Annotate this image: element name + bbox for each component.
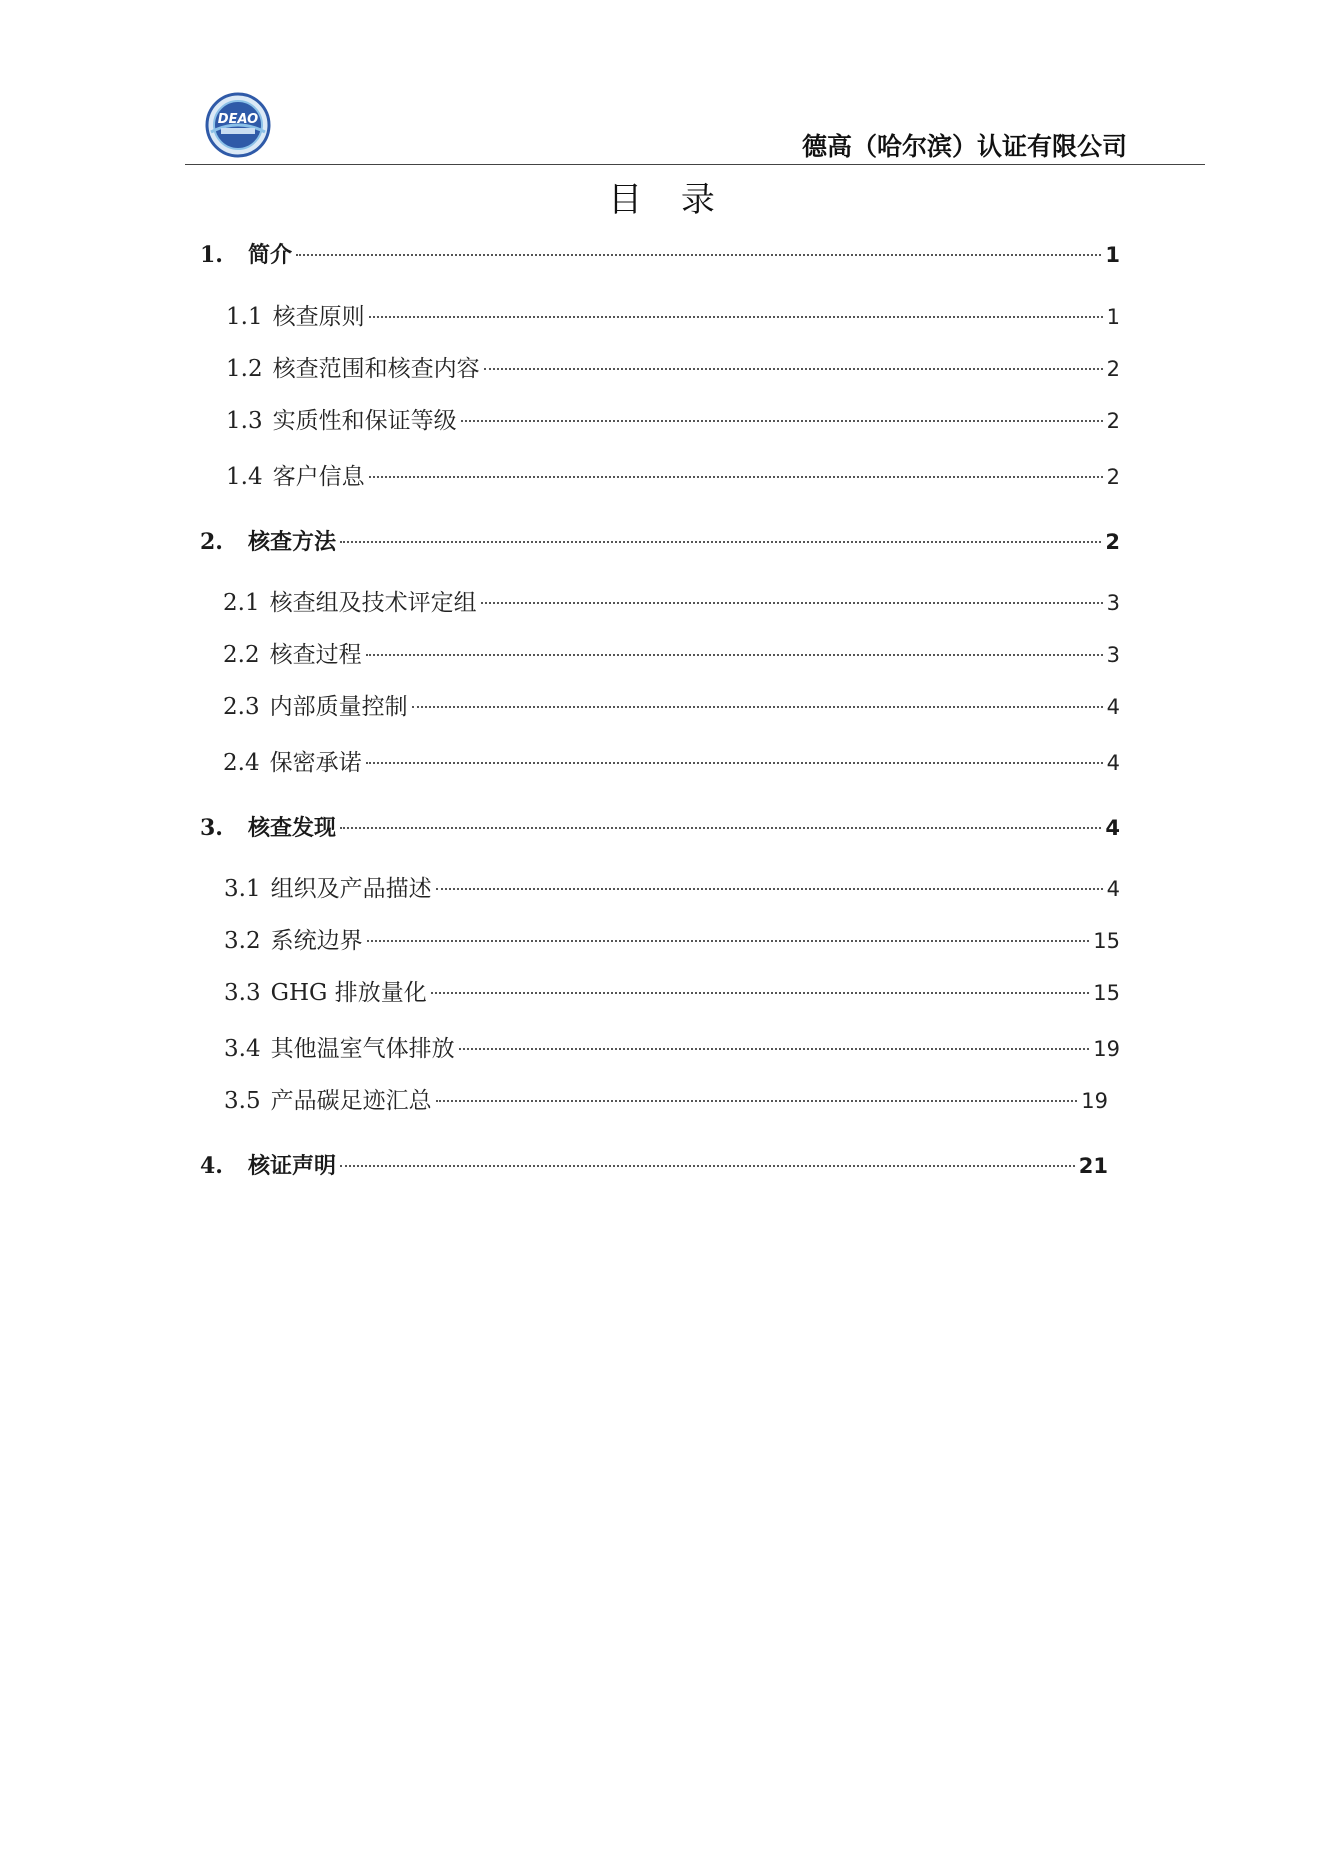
dot-leader xyxy=(340,1165,1075,1167)
dot-leader xyxy=(340,541,1101,543)
dot-leader xyxy=(481,602,1103,604)
toc-label: 客户信息 xyxy=(272,464,365,490)
dot-leader xyxy=(296,254,1101,256)
toc-entry-1-4[interactable] xyxy=(226,459,1120,495)
toc-entry-3[interactable] xyxy=(200,810,1120,846)
toc-entry-2-1[interactable] xyxy=(223,585,1120,621)
toc-entry-2[interactable] xyxy=(200,524,1120,560)
dot-leader xyxy=(484,368,1103,370)
toc-number: 2. xyxy=(200,529,223,555)
toc-page: 21 xyxy=(1078,1154,1108,1178)
toc-entry-4[interactable] xyxy=(200,1148,1108,1184)
logo-text: DEAO xyxy=(217,112,259,127)
toc-label: 保密承诺 xyxy=(269,750,362,776)
toc-number: 1.4 xyxy=(226,464,263,490)
toc-page: 1 xyxy=(1105,243,1120,267)
dot-leader xyxy=(436,888,1103,890)
dot-leader xyxy=(436,1100,1078,1102)
toc-entry-1[interactable] xyxy=(200,237,1120,273)
toc-label: GHG 排放量化 xyxy=(270,980,427,1006)
dot-leader xyxy=(367,940,1090,942)
toc-number: 1. xyxy=(200,242,223,268)
toc-entry-3-3[interactable] xyxy=(224,975,1120,1011)
toc-page: 19 xyxy=(1081,1089,1108,1113)
toc-entry-1-1[interactable] xyxy=(226,299,1120,335)
toc-number: 3. xyxy=(200,815,223,841)
toc-page: 4 xyxy=(1105,816,1120,840)
toc-label: 核查方法 xyxy=(248,530,337,555)
toc-number: 2.1 xyxy=(223,590,260,616)
toc-page: 2 xyxy=(1105,530,1120,554)
toc-number: 3.3 xyxy=(224,980,261,1006)
dot-leader xyxy=(366,762,1103,764)
dot-leader xyxy=(369,476,1103,478)
toc-page: 1 xyxy=(1106,305,1120,329)
toc-label: 实质性和保证等级 xyxy=(272,408,457,434)
toc-number: 2.4 xyxy=(223,750,260,776)
toc-entry-3-4[interactable] xyxy=(224,1031,1120,1067)
toc-label: 产品碳足迹汇总 xyxy=(270,1088,432,1114)
toc-label: 核查发现 xyxy=(248,816,337,841)
dot-leader xyxy=(340,827,1101,829)
toc-label: 核查过程 xyxy=(269,642,362,668)
dot-leader xyxy=(431,992,1090,994)
toc-page: 2 xyxy=(1106,357,1120,381)
toc-entry-3-1[interactable] xyxy=(224,871,1120,907)
toc-entry-2-4[interactable] xyxy=(223,745,1120,781)
toc-page: 4 xyxy=(1106,877,1120,901)
toc-label: 核查组及技术评定组 xyxy=(269,590,477,616)
toc-number: 2.2 xyxy=(223,642,260,668)
toc-page: 2 xyxy=(1106,465,1120,489)
toc-page: 4 xyxy=(1106,751,1120,775)
toc-entry-2-2[interactable] xyxy=(223,637,1120,673)
toc-entry-3-5[interactable] xyxy=(224,1083,1108,1119)
toc-entry-2-3[interactable] xyxy=(223,689,1120,725)
toc-number: 4. xyxy=(200,1153,223,1179)
toc-number: 3.5 xyxy=(224,1088,261,1114)
toc-label: 系统边界 xyxy=(270,928,363,954)
dot-leader xyxy=(461,420,1103,422)
toc-number: 1.1 xyxy=(226,304,263,330)
toc-page: 15 xyxy=(1093,929,1120,953)
toc-entry-1-3[interactable] xyxy=(226,403,1120,439)
toc-number: 1.2 xyxy=(226,356,263,382)
toc-label: 内部质量控制 xyxy=(269,694,408,720)
toc-entry-3-2[interactable] xyxy=(224,923,1120,959)
toc-number: 3.2 xyxy=(224,928,261,954)
toc-page: 3 xyxy=(1106,591,1120,615)
toc-label: 核证声明 xyxy=(248,1154,337,1179)
toc-number: 1.3 xyxy=(226,408,263,434)
dot-leader xyxy=(459,1048,1090,1050)
toc-label: 核查原则 xyxy=(272,304,365,330)
dot-leader xyxy=(412,706,1103,708)
toc-number: 3.4 xyxy=(224,1036,261,1062)
toc-page: 3 xyxy=(1106,643,1120,667)
company-name: 德高（哈尔滨）认证有限公司 xyxy=(801,132,1127,161)
toc-page: 2 xyxy=(1106,409,1120,433)
dot-leader xyxy=(366,654,1103,656)
toc-title: 目 录 xyxy=(608,180,729,220)
toc-page: 15 xyxy=(1093,981,1120,1005)
toc-page: 19 xyxy=(1093,1037,1120,1061)
toc-label: 核查范围和核查内容 xyxy=(272,356,480,382)
toc-label: 简介 xyxy=(248,243,293,268)
toc-entry-1-2[interactable] xyxy=(226,351,1120,387)
toc-page: 4 xyxy=(1106,695,1120,719)
toc-label: 其他温室气体排放 xyxy=(270,1036,455,1062)
toc-label: 组织及产品描述 xyxy=(270,876,432,902)
toc-number: 2.3 xyxy=(223,694,260,720)
dot-leader xyxy=(369,316,1103,318)
toc-number: 3.1 xyxy=(224,876,261,902)
